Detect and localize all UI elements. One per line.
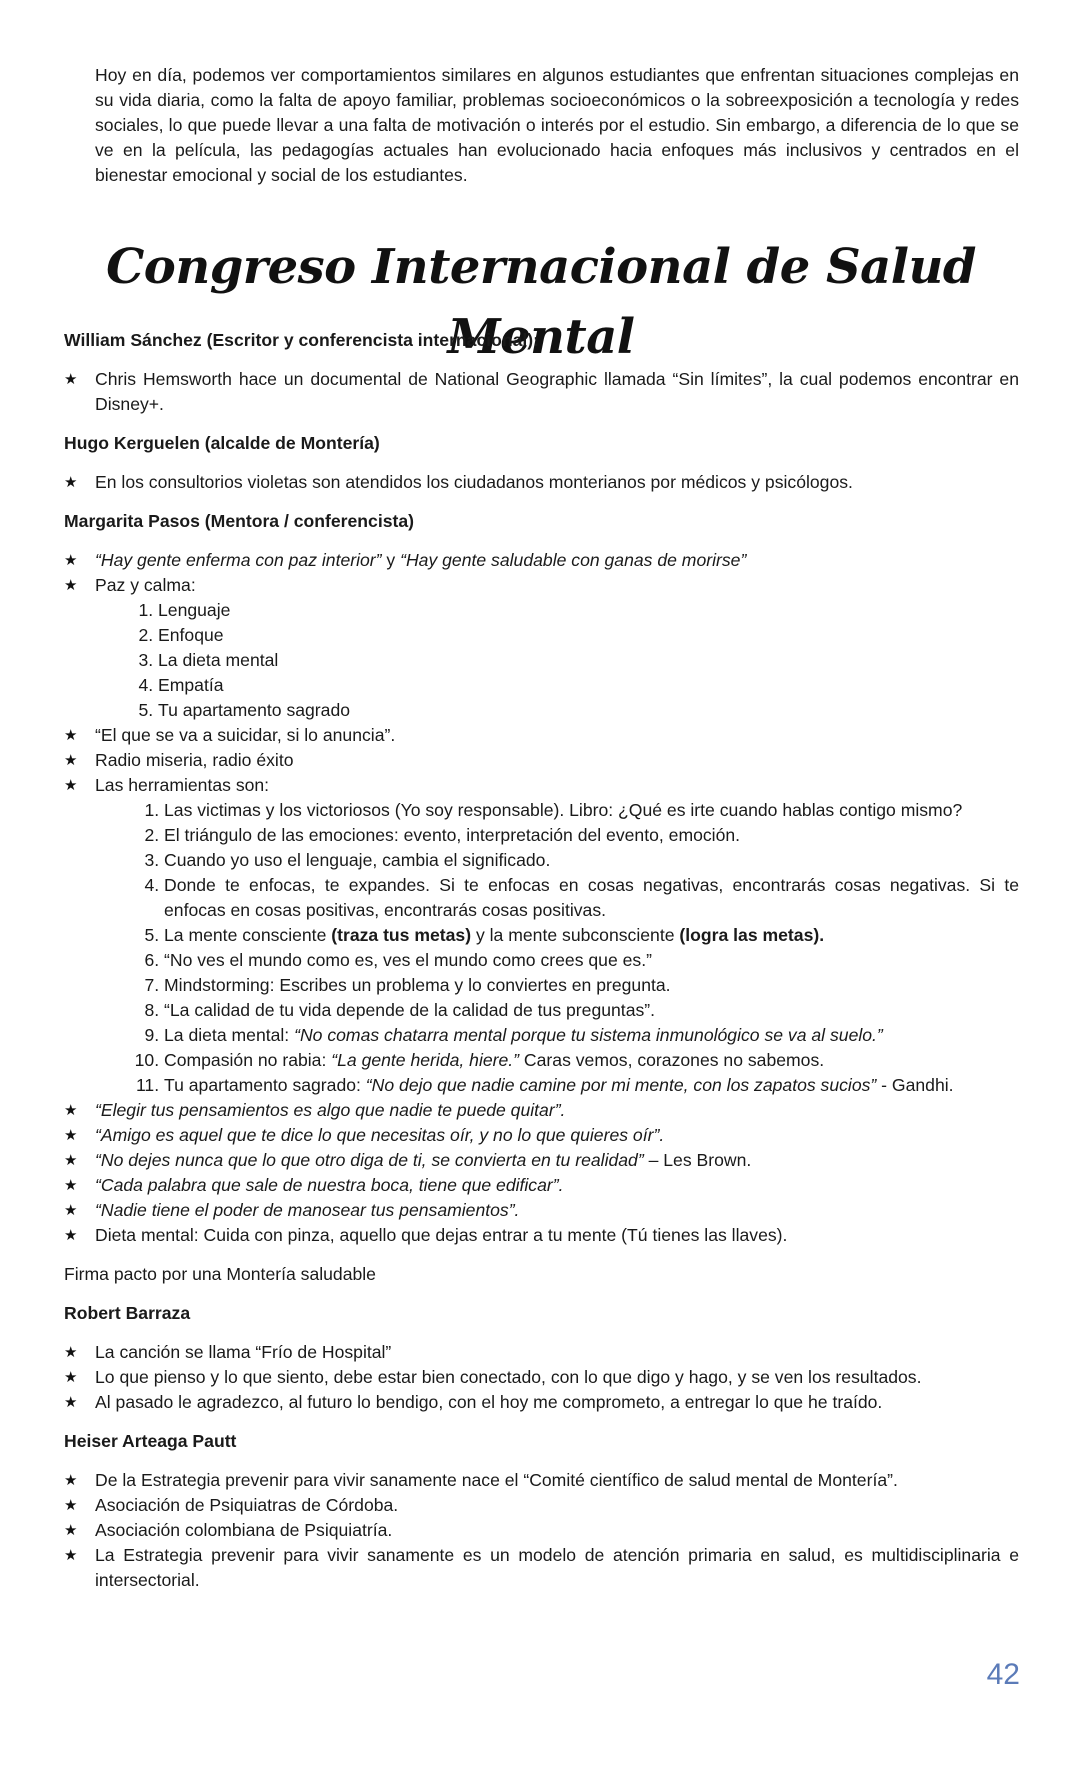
list-item [64,1123,1019,1148]
speaker-heading-robert: Robert Barraza [64,1303,191,1323]
quote-author: – Les Brown. [643,1150,752,1170]
text-run: - Gandhi. [876,1075,954,1095]
text-run: La dieta mental: [164,1025,295,1045]
firma-text: Firma pacto por una Montería saludable [64,1264,376,1284]
speaker-heading-william: William Sánchez (Escritor y conferencista internacional): [64,330,540,350]
sublist-item: 4. Donde te enfocas, te expandes. Si te enfocas en cosas negativas, encontrarás cosas negativas. Si te enfocas en cosas positivas, encontrarás cosas positivas. [164,873,1019,923]
list-item: ★ Radio miseria, radio éxito [64,748,1019,773]
list-item: ★ Lo que pienso y lo que siento, debe estar bien conectado, con lo que digo y hago, y se ven los resultados. [64,1365,1019,1390]
section-title: Congreso Internacional de Salud Mental [106,239,976,365]
quote-text: “No dejes nunca que lo que otro diga de ti, se convierta en tu realidad” [95,1150,644,1170]
sublist-item: 7. Mindstorming: Escribes un problema y lo conviertes en pregunta. [164,973,1019,998]
list-item: ★ Asociación de Psiquiatras de Córdoba. [64,1493,1019,1518]
list-item: ★ Chris Hemsworth hace un documental de National Geographic llamada “Sin límites”, la cual podemos encontrar en Disney+. [64,367,1019,417]
sublist-item: 4. Empatía [158,673,1019,698]
text-run: Tu apartamento sagrado: [164,1075,366,1095]
sublist-item: 1. Las victimas y los victoriosos (Yo soy responsable). Libro: ¿Qué es irte cuando hablas contigo mismo? [164,798,1019,823]
william-list [64,367,1019,417]
list-item: ★ Asociación colombiana de Psiquiatría. [64,1518,1019,1543]
conjunction-text: y [381,550,401,570]
quote-text: “Nadie tiene el poder de manosear tus pensamientos”. [95,1200,520,1220]
sublist-item: 8. “La calidad de tu vida depende de la calidad de tus preguntas”. [164,998,1019,1023]
quote-text: “Elegir tus pensamientos es algo que nadie te puede quitar”. [95,1100,566,1120]
text-run: Compasión no rabia: [164,1050,332,1070]
quote-text: “La gente herida, hiere.” [331,1050,520,1070]
sublist-item: 3. Cuando yo uso el lenguaje, cambia el significado. [164,848,1019,873]
list-item [64,1148,1019,1173]
sublist-item: 6. “No ves el mundo como es, ves el mundo como crees que es.” [164,948,1019,973]
list-item: ★ En los consultorios violetas son atendidos los ciudadanos monterianos por médicos y psicólogos. [64,470,1019,495]
hugo-list [64,470,1019,495]
sublist-item: 3. La dieta mental [158,648,1019,673]
list-item: ★ La canción se llama “Frío de Hospital” [64,1340,1019,1365]
quote-text: “No dejo que nadie camine por mi mente, con los zapatos sucios” [365,1075,877,1095]
list-item [64,548,1019,573]
sublist-item [164,1048,1019,1073]
quote-text: “Hay gente enferma con paz interior” [95,550,382,570]
quote-text: “Hay gente saludable con ganas de morirse” [400,550,747,570]
page-number: 42 [986,1658,1020,1691]
bold-text: (traza tus metas) [331,925,472,945]
speaker-heading-margarita: Margarita Pasos (Mentora / conferencista) [64,511,415,531]
list-item: ★ De la Estrategia prevenir para vivir sanamente nace el “Comité científico de salud mental de Montería”. [64,1468,1019,1493]
list-item: ★ La Estrategia prevenir para vivir sanamente es un modelo de atención primaria en salud, es multidisciplinaria e intersectorial. [64,1543,1019,1593]
speaker-heading-hugo: Hugo Kerguelen (alcalde de Montería) [64,433,380,453]
text-run: Caras vemos, corazones no sabemos. [519,1050,825,1070]
bold-text: (logra las metas). [679,925,825,945]
text-run: La mente consciente [164,925,332,945]
quote-text: “Cada palabra que sale de nuestra boca, tiene que edificar”. [95,1175,564,1195]
text-run: y la mente subconsciente [471,925,680,945]
sublist-item: 1. Lenguaje [158,598,1019,623]
paz-sublist [95,598,1019,723]
list-item: ★ Al pasado le agradezco, al futuro lo bendigo, con el hoy me comprometo, a entregar lo que he traído. [64,1390,1019,1415]
sublist-item: 2. El triángulo de las emociones: evento, interpretación del evento, emoción. [164,823,1019,848]
list-item [64,1098,1019,1123]
quote-text: “No comas chatarra mental porque tu sistema inmunológico se va al suelo.” [294,1025,883,1045]
sublist-item: 5. Tu apartamento sagrado [158,698,1019,723]
quote-text: “Amigo es aquel que te dice lo que necesitas oír, y no lo que quieres oír”. [95,1125,665,1145]
tools-sublist [95,798,1019,1098]
sublist-item [164,1023,1019,1048]
intro-paragraph: Hoy en día, podemos ver comportamientos similares en algunos estudiantes que enfrentan situaciones complejas en su vida diaria, como la falta de apoyo familiar, problemas socioeconómicos o la sobreexposición a tecnología y redes sociales, lo que puede llevar a una falta de motivación o interés por el estudio. Sin embargo, a diferencia de lo que se ve en la película, las pedagogías actuales han evolucionado hacia enfoques más inclusivos y centrados en el bienestar emocional y social de los estudiantes. [95,65,1019,185]
herramientas-label: Las herramientas son: [95,775,270,795]
heiser-list [64,1468,1019,1593]
margarita-list [64,548,1019,1248]
list-item [64,1173,1019,1198]
content-body [64,328,1019,1607]
sublist-item [164,923,1019,948]
sublist-item [164,1073,1019,1098]
list-item [64,573,1019,723]
paz-label: Paz y calma: [95,575,196,595]
robert-list [64,1340,1019,1415]
speaker-heading-heiser: Heiser Arteaga Pautt [64,1431,237,1451]
list-item [64,1198,1019,1223]
list-item [64,773,1019,1098]
list-item: ★ “El que se va a suicidar, si lo anuncia”. [64,723,1019,748]
list-item: ★ Dieta mental: Cuida con pinza, aquello que dejas entrar a tu mente (Tú tienes las llaves). [64,1223,1019,1248]
sublist-item: 2. Enfoque [158,623,1019,648]
